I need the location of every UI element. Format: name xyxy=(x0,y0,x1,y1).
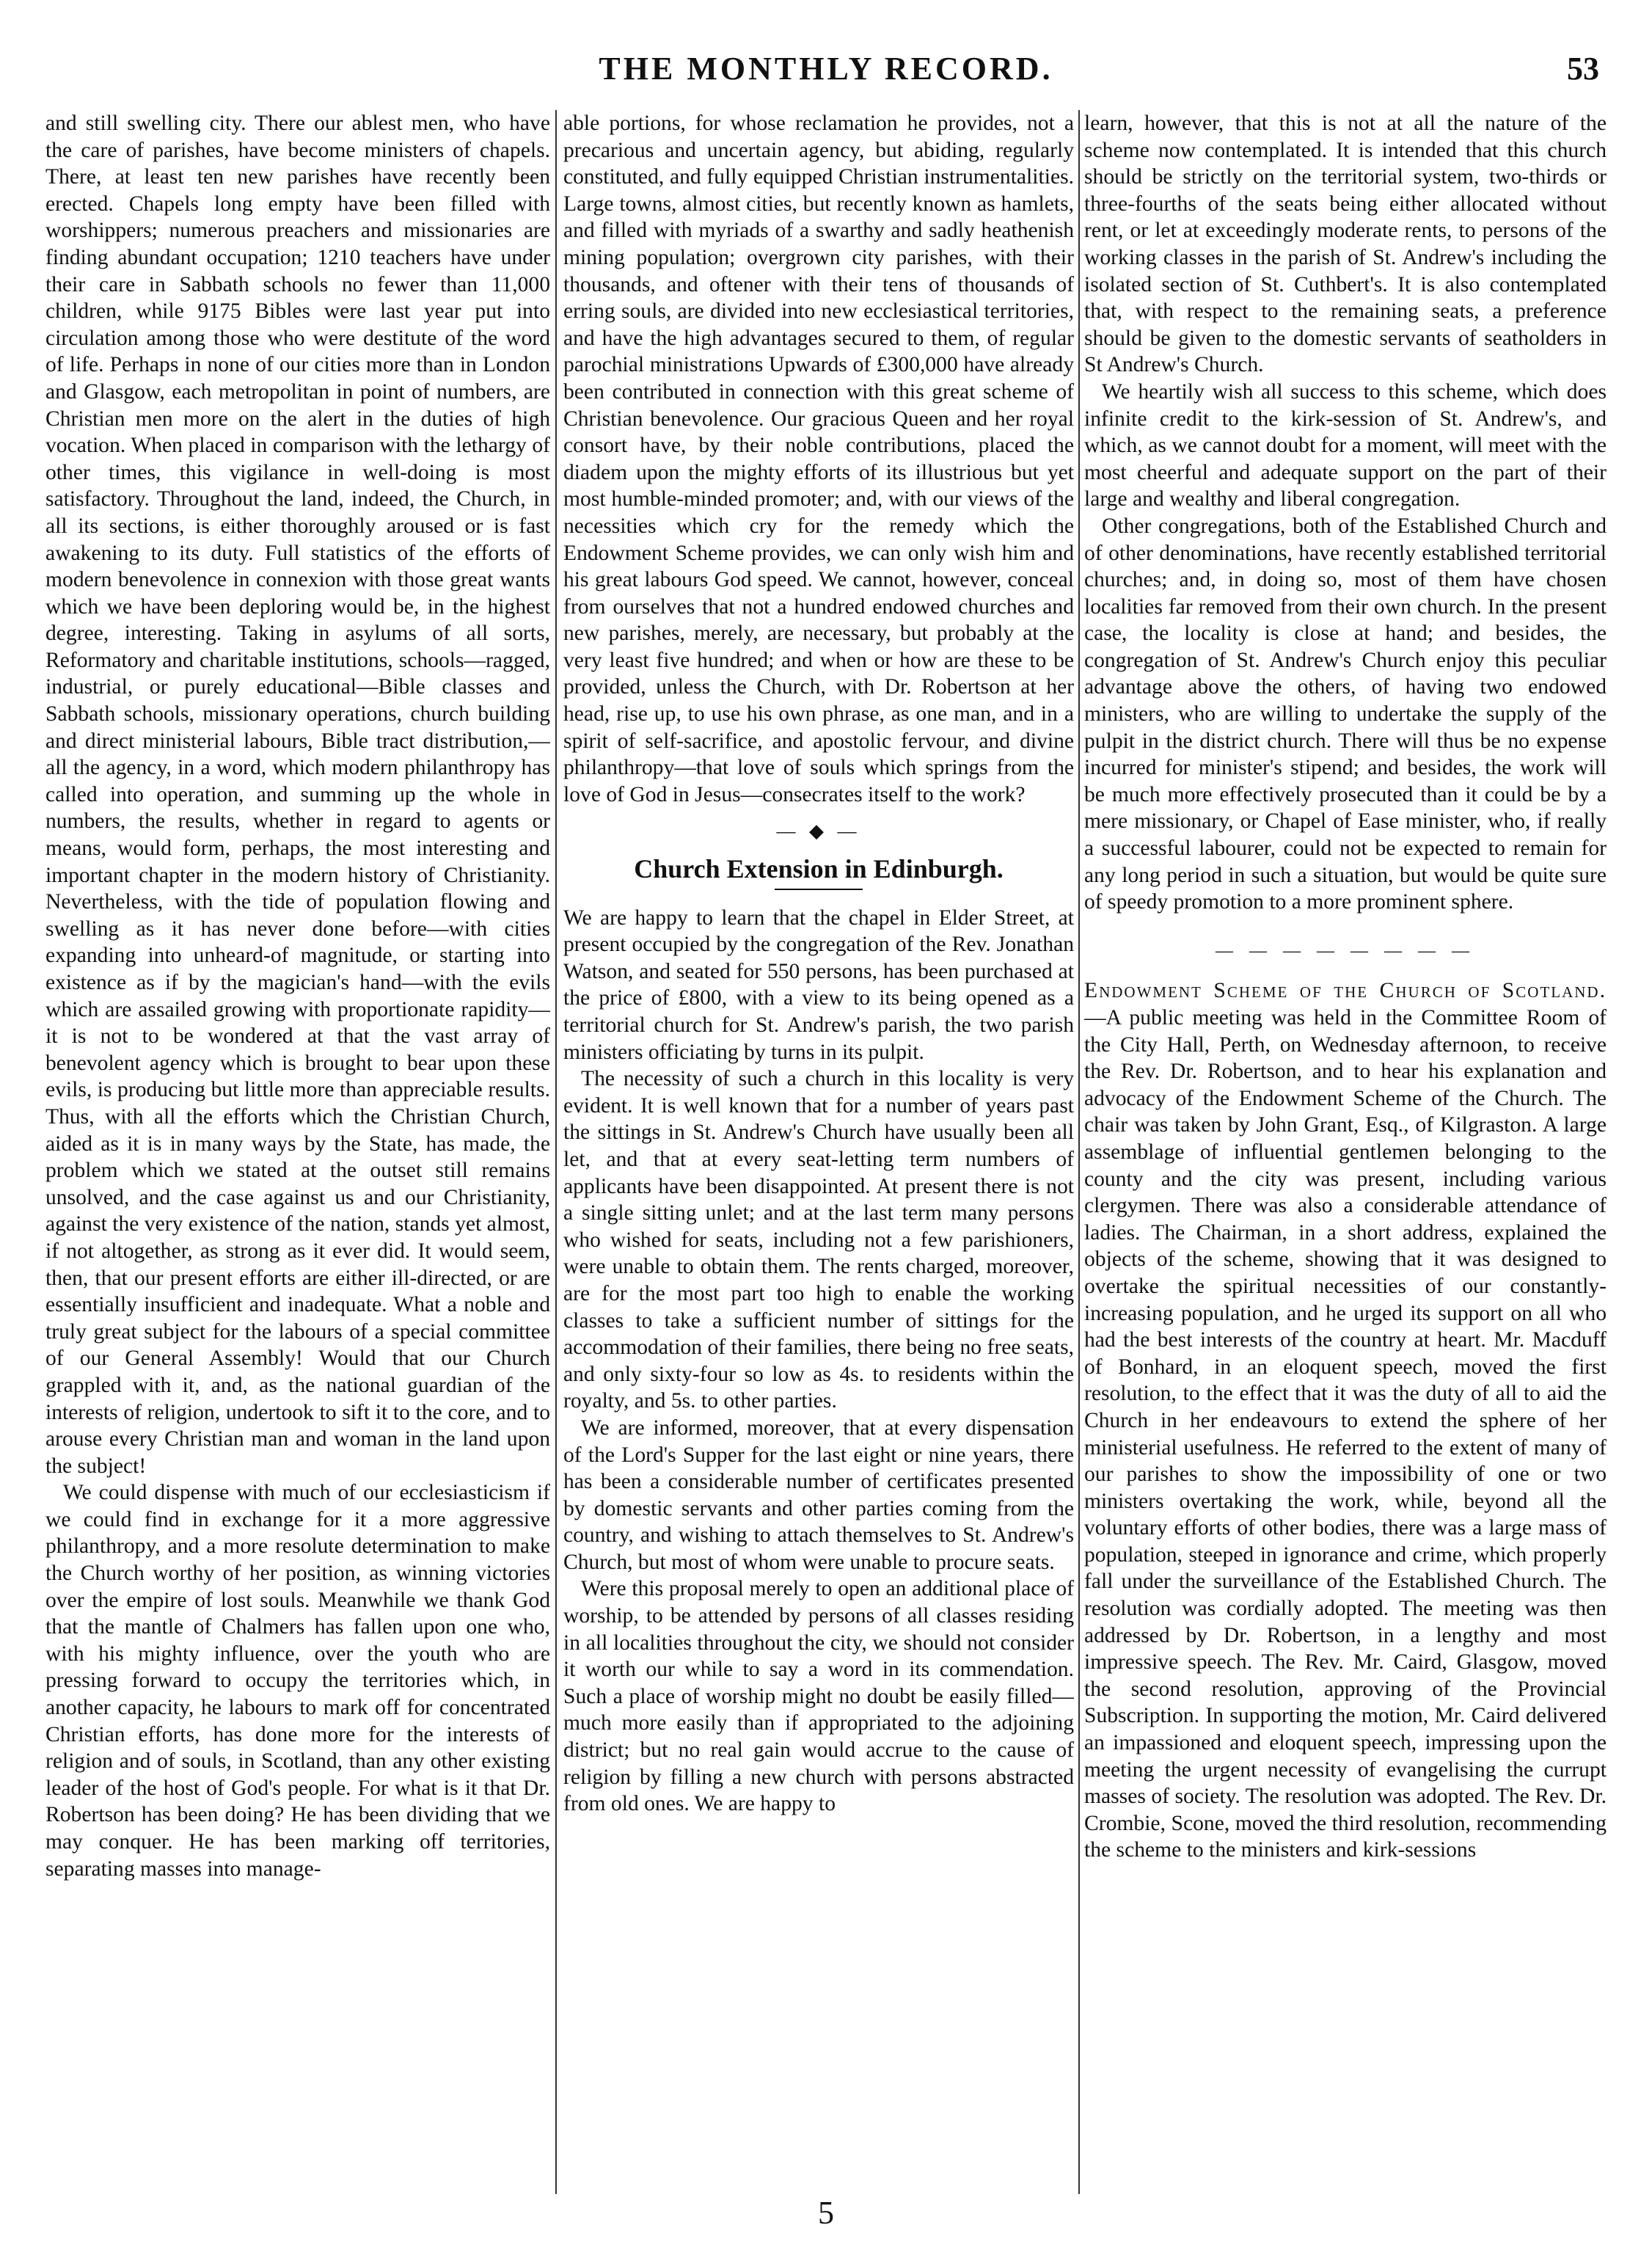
section-heading: Church Extension in Edinburgh. xyxy=(634,854,1004,884)
text-column-right xyxy=(1084,110,1607,2179)
page-number: 53 xyxy=(1567,51,1599,87)
heading-underline xyxy=(775,889,863,890)
running-title: THE MONTHLY RECORD. xyxy=(599,51,1053,87)
paragraph: learn, however, that this is not at all the nature of the scheme now contemplated. It is intended that this church should be strictly on the territorial system, two-thirds or three-fourths of the seats being either allocated without rent, or let at exceedingly moderate rents, to persons of the working classes in the parish of St. Andrew's including the isolated section of St. Cuthbert's. It is also contemplated that, with respect to the remaining seats, a preference should be given to the domestic servants of seatholders in St Andrew's Church. xyxy=(1084,112,1607,377)
paragraph xyxy=(1084,977,1607,1864)
paragraph: We could dispense with much of our ecclesiasticism if we could find in exchange for it a more aggressive philanthropy, and a more resolute determination to make the Church worthy of her position, as winning victories over the empire of lost souls. Meanwhile we thank God that the mantle of Chalmers has fallen upon one who, with his mighty influence, over the youth who are pressing forward to occupy the territories which, in another capacity, he labours to mark off for concentrated Christian efforts, has done more for the interests of religion and of souls, in Scotland, than any other existing leader of the host of God's people. For what is it that Dr. Robertson has been doing? He has been dividing that we may conquer. He has been marking off territories, separating masses into manage- xyxy=(45,1481,550,1881)
paragraph: We are happy to learn that the chapel in Elder Street, at present occupied by the congregation of the Rev. Jonathan Watson, and seated for 550 persons, has been purchased at the price of £800, with a view to its being opened as a territorial church for St. Andrew's parish, the two parish ministers officiating by turns in its pulpit. xyxy=(563,905,1074,1064)
text-column-middle xyxy=(563,110,1074,2179)
item-lead-heading: Endowment Scheme of the Church of Scotland. xyxy=(1084,979,1607,1003)
signature-mark: 5 xyxy=(818,2195,834,2231)
paragraph: We heartily wish all success to this scheme, which does infinite credit to the kirk-session of St. Andrew's, and which, as we cannot doubt for a moment, will meet with the most cheerful and adequate support on the part of their large and wealthy and liberal congregation. xyxy=(1084,379,1607,511)
page-header xyxy=(44,50,1608,101)
section-separator: — — — — — — — — xyxy=(1216,941,1475,961)
text-column-left xyxy=(45,110,550,2179)
column-divider xyxy=(555,110,557,2194)
paragraph: Other congregations, both of the Established Church and of other denominations, have recently established territorial churches; and, in doing so, most of them have chosen localities far removed from their own church. In the present case, the locality is close at hand; and besides, the congregation of St. Andrew's Church enjoy this peculiar advantage above the others, of having two endowed ministers, who are willing to undertake the supply of the pulpit in the district church. There will thus be no expense incurred for minister's stipend; and besides, the work will be much more effectively prosecuted than it could be by a mere missionary, or Chapel of Ease minister, who, if really a successful labourer, could not be expected to remain for any long period in such a situation, but would be quite sure of speedy promotion to a more prominent sphere. xyxy=(1084,514,1607,914)
column-divider xyxy=(1078,110,1080,2194)
section-ornament: — ◆ — xyxy=(776,820,861,842)
paragraph: and still swelling city. There our ablest men, who have the care of parishes, have become ministers of chapels. There, at least ten new parishes have recently been erected. Chapels long empty have been filled with worshippers; numerous preachers and missionaries are finding abundant occupation; 1210 teachers have under their care in Sabbath schools no fewer than 11,000 children, while 9175 Bibles were last year put into circulation among those who were destitute of the word of life. Perhaps in none of our cities more than in London and Glasgow, each metropolitan in point of numbers, are Christian men more on the alert in the duties of high vocation. When placed in comparison with the lethargy of other times, this vigilance in well-doing is most satisfactory. Throughout the land, indeed, the Church, in all its sections, is either thoroughly aroused or is fast awakening to its duty. Full statistics of the efforts of modern benevolence in connexion with those great wants which we have been deploring would be, in the highest degree, interesting. Taking in asylums of all sorts, Reformatory and charitable institutions, schools—ragged, industrial, or purely educational—Bible classes and Sabbath schools, missionary operations, church building and direct ministerial labours, Bible tract distribution,—all the agency, in a word, which modern philanthropy has called into operation, and summing up the whole in numbers, the results, whether in regard to agents or means, would form, perhaps, the most interesting and important chapter in the modern history of Christianity. Nevertheless, with the tide of population flowing and swelling as it has never done before—with cities expanding into unheard-of magnitude, or starting into existence as if by the magician's hand—with the evils which are assailed growing with proportionate rapidity—it is not to be wondered at that the vast array of benevolent agency which is brought to bear upon these evils, is producing but little more than appreciable results. Thus, with all the efforts which the Christian Church, aided as it is in many ways by the State, has made, the problem which we stated at the outset still remains unsolved, and the case against us and our Christianity, against the very existence of the nation, stands yet almost, if not altogether, as strong as it ever did. It would seem, then, that our present efforts are either ill-directed, or are essentially insufficient and inadequate. What a noble and truly great subject for the labours of a special committee of our General Assembly! Would that our Church grappled with it, and, as the national guardian of the interests of religion, undertook to sift it to the core, and to arouse every Christian man and woman in the land upon the subject! xyxy=(45,112,550,1478)
paragraph: We are informed, moreover, that at every dispensation of the Lord's Supper for the last eight or nine years, there has been a considerable number of certificates presented by domestic servants and other parties coming from the country, and wishing to attach themselves to St. Andrew's Church, but most of whom were unable to procure seats. xyxy=(563,1415,1074,1574)
item-body: —A public meeting was held in the Committee Room of the City Hall, Perth, on Wednesday afternoon, to receive the Rev. Dr. Robertson, and to hear his explanation and advocacy of the Endowment Scheme of the Church. The chair was taken by John Grant, Esq., of Kilgraston. A large assemblage of influential gentlemen belonging to the county and the city was present, including various clergymen. There was also a considerable attendance of ladies. The Chairman, in a short address, explained the objects of the scheme, showing that it was designed to overtake the spiritual necessities of our constantly-increasing population, and he urged its support on all who had the best interests of the country at heart. Mr. Macduff of Bonhard, in an eloquent speech, moved the first resolution, to the effect that it was the duty of all to aid the Church in her endeavours to extend the sphere of her ministerial usefulness. He referred to the extent of many of our parishes to show the impossibility of one or two ministers overtaking the work, while, beyond all the voluntary efforts of other bodies, there was a large mass of population, steeped in ignorance and crime, which properly fall under the surveillance of the Established Church. The resolution was cordially adopted. The meeting was then addressed by Dr. Robertson, in a lengthy and most impressive speech. The Rev. Mr. Caird, Glasgow, moved the second resolution, approving of the Provincial Subscription. In supporting the motion, Mr. Caird delivered an impassioned and eloquent speech, impressing upon the meeting the urgent necessity of evangelising the currupt masses of society. The resolution was adopted. The Rev. Dr. Crombie, Scone, moved the third resolution, recommending the scheme to the ministers and kirk-sessions xyxy=(1084,1006,1607,1862)
paragraph: Were this proposal merely to open an additional place of worship, to be attended by persons of all classes residing in all localities throughout the city, we should not consider it worth our while to say a word in its commendation. Such a place of worship might no doubt be easily filled—much more easily than if appropriated to the adjoining district; but no real gain would accrue to the cause of religion by filling a new church with persons abstracted from old ones. We are happy to xyxy=(563,1577,1074,1816)
paragraph: The necessity of such a church in this locality is very evident. It is well known that for a number of years past the sittings in St. Andrew's Church have usually been all let, and that at every seat-letting term numbers of applicants have been disappointed. At present there is not a single sitting unlet; and at the last term many persons who wished for seats, including not a few parishioners, were unable to obtain them. The rents charged, moreover, are for the most part too high to enable the working classes to take a sufficient number of sittings for the accommodation of their families, there being no free seats, and only sixty-four so low as 4s. to residents within the royalty, and 5s. to other parties. xyxy=(563,1067,1074,1413)
paragraph: able portions, for whose reclamation he provides, not a precarious and uncertain agency, but abiding, regularly constituted, and fully equipped Christian instrumentalities. Large towns, almost cities, but recently known as hamlets, and filled with myriads of a swarthy and sadly heathenish mining population; overgrown city parishes, with their thousands, and oftener with their tens of thousands of erring souls, are divided into new ecclesiastical territories, and have the high advantages secured to them, of regular parochial ministrations Upwards of £300,000 have already been contributed in connection with this great scheme of Christian benevolence. Our gracious Queen and her royal consort have, by their noble contributions, placed the diadem upon the mighty efforts of its illustrious but yet most humble-minded promoter; and, with our views of the necessities which cry for the remedy which the Endowment Scheme provides, we can only wish him and his great labours God speed. We cannot, however, conceal from ourselves that not a hundred endowed churches and new parishes, merely, are necessary, but probably at the very least five hundred; and when or how are these to be provided, unless the Church, with Dr. Robertson at her head, rise up, to use his own phrase, as one man, and in a spirit of self-sacrifice, and apostolic fervour, and divine philanthropy—that love of souls which springs from the love of God in Jesus—consecrates itself to the work? xyxy=(563,112,1074,806)
